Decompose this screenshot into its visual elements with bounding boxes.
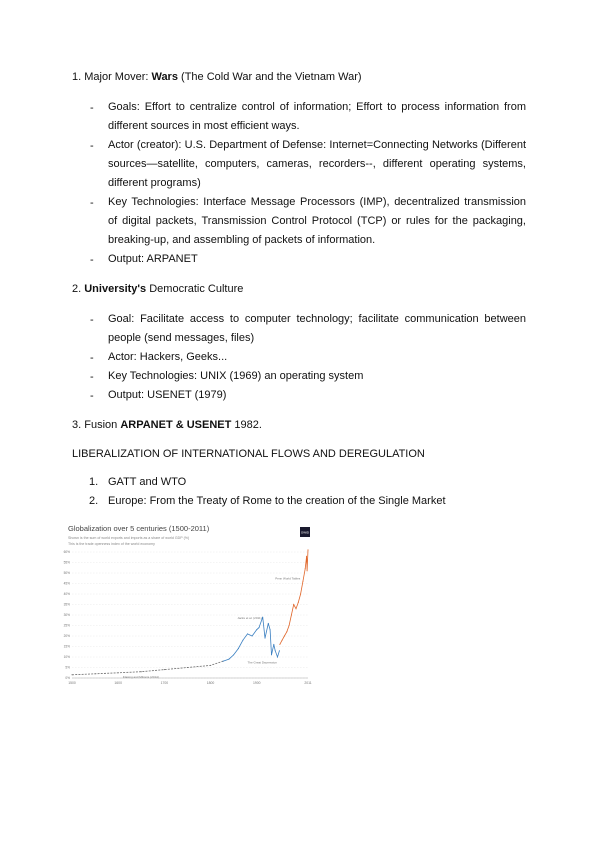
section-3-bold: ARPANET & USENET [120,419,232,431]
data-point [247,633,248,634]
data-point [307,570,308,571]
data-point [284,636,285,637]
section-3-heading [72,418,262,432]
ordered-number: 1. [89,476,99,488]
data-point [302,581,303,582]
data-point [242,640,243,641]
data-point [289,625,290,626]
data-point [298,602,299,603]
data-point [95,673,96,674]
bullet-dash: - [90,140,94,152]
section-2-heading [72,282,243,296]
data-point [286,631,287,632]
section-2-prefix: 2. [72,283,85,295]
data-point [270,629,271,630]
globalization-chart [62,520,314,688]
data-point [118,672,119,673]
annotation-klasing: Klasing and Milionis (2014) [122,674,159,679]
data-point [238,648,239,649]
data-point [300,594,301,595]
y-tick-label: 0% [65,676,70,681]
y-tick-label: 5% [65,665,70,670]
y-tick-label: 55% [63,560,70,565]
chart-subtitle: Shown is the sum of world exports and imports as a share of world GDP (%) [68,536,190,540]
list-item: Goal: Facilitate access to computer technology; facilitate communication between people (send messages, files) [108,313,526,344]
annotation-jacks: Jacks et al. (2011) [237,616,262,621]
data-point [293,604,294,605]
section-2-bold: University's [84,283,147,295]
annotation-depression: The Great Depression [247,660,278,665]
x-tick-label: 1700 [160,681,169,685]
data-point [252,636,253,637]
y-tick-label: 60% [63,550,70,555]
bullet-dash: - [90,352,94,364]
chart-subtitle: This is the trade openness index of the world economy [68,542,155,546]
y-tick-label: 15% [63,644,70,649]
bullet-dash: - [90,371,94,383]
bullet-dash: - [90,390,94,402]
data-point [229,659,230,660]
bullet-dash: - [90,102,94,114]
y-tick-label: 45% [63,581,70,586]
section-3-prefix: 3. Fusion [72,419,121,431]
data-point [282,640,283,641]
y-tick-label: 50% [63,571,70,576]
data-point [291,615,292,616]
data-point [268,623,269,624]
section-2-suffix: Democratic Culture [146,283,244,295]
y-tick-label: 35% [63,602,70,607]
x-tick-label: 1600 [114,681,122,685]
list-item: Actor (creator): U.S. Department of Defense: Internet=Connecting Networks (Different sources—satellite, computers, cameras, recorders--, different operating systems, different programs) [108,139,526,189]
data-point [187,667,188,668]
bullet-dash: - [90,197,94,209]
ordered-number: 2. [89,495,99,507]
section-1-bold: Wars [151,71,178,83]
list-item: Actor: Hackers, Geeks... [108,351,228,363]
data-point [265,638,266,639]
section-1-heading [72,70,362,84]
annotation-penn: Penn World Tables [275,576,301,581]
section-1-prefix: 1. Major Mover: [72,71,152,83]
x-tick-label: 1900 [252,681,261,685]
data-point [275,650,276,651]
data-point [271,654,272,655]
y-tick-label: 40% [63,592,70,597]
data-point [308,549,309,550]
data-point [72,674,73,675]
y-tick-label: 10% [63,655,70,660]
data-point [210,665,211,666]
data-point [164,669,165,670]
x-tick-label: 2011 [304,681,312,685]
ordered-item: Europe: From the Treaty of Rome to the creation of the Single Market [108,495,446,507]
data-point [279,644,280,645]
data-point [223,661,224,662]
list-item: Output: USENET (1979) [108,389,227,401]
chart-title: Globalization over 5 centuries (1500-2011) [68,524,210,533]
data-point [277,657,278,658]
ordered-item: GATT and WTO [108,476,187,488]
data-point [306,556,307,557]
list-item: Key Technologies: Interface Message Processors (IMP), decentralized transmission of digital packets, Transmission Control Protocol (TCP) or rules for the packaging, breaking-up, and assembling of packets of information. [108,196,526,246]
section-3-suffix: 1982. [231,419,262,431]
owid-logo-text: OWID [300,530,310,535]
x-tick-label: 1500 [68,681,76,685]
y-tick-label: 30% [63,613,70,618]
bullet-dash: - [90,314,94,326]
list-item: Goals: Effort to centralize control of information; Effort to process information from different sources in most efficient ways. [108,101,526,132]
section-1-suffix: (The Cold War and the Vietnam War) [177,71,362,83]
list-item: Output: ARPANET [108,253,198,265]
bullet-dash: - [90,254,94,266]
list-item: Key Technologies: UNIX (1969) an operating system [108,370,364,382]
data-point [256,629,257,630]
x-tick-label: 1800 [206,681,215,685]
data-point [296,608,297,609]
data-point [259,627,260,628]
data-point [233,654,234,655]
data-point [273,644,274,645]
y-tick-label: 20% [63,634,70,639]
data-point [141,671,142,672]
data-point [305,568,306,569]
y-tick-label: 25% [63,623,70,628]
data-point [279,650,280,651]
section-4-heading: LIBERALIZATION OF INTERNATIONAL FLOWS AND DEREGULATION [72,448,425,460]
data-point [262,617,263,618]
